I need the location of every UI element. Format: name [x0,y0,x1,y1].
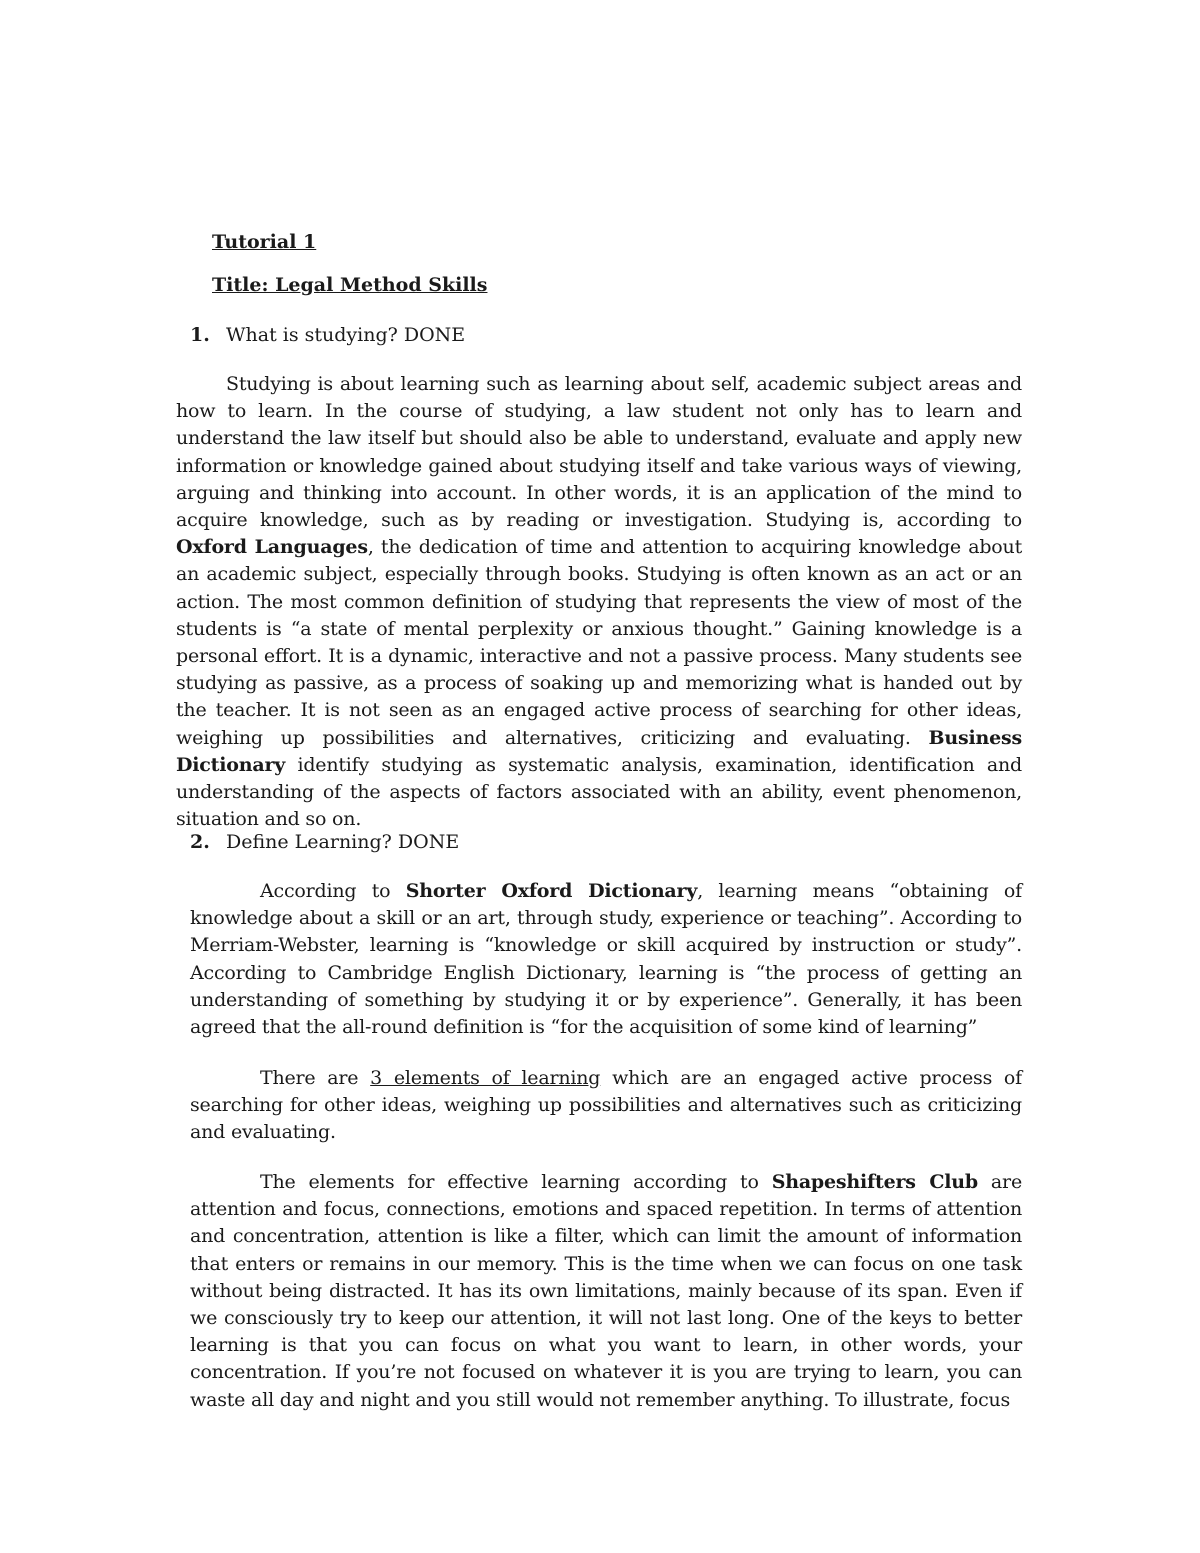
question-2-number: 2. [190,831,210,853]
p3-text-2: which are an engaged active process of searching for other ideas, weighing up possibilities and alternatives such as criticizing and evaluating. [190,1067,1022,1144]
p2-text-2: , learning means “obtaining of knowledge about a skill or an art, through study, experience or teaching”. According to Merriam-Webster, learning is “knowledge or skill acquired by instruction or study”. According to Cambridge English Dictionary, learning is “the process of getting an understanding of something by studying it or by experience”. Generally, it has been agreed that the all-round definition is “for the acquisition of some kind of learning” [190,880,1022,1039]
p1-text-1: Studying is about learning such as learning about self, academic subject areas and how to learn. In the course of studying, a law student not only has to learn and understand the law itself but should also be able to understand, evaluate and apply new information or knowledge gained about studying itself and take various ways of viewing, arguing and thinking into account. In other words, it is an application of the mind to acquire knowledge, such as by reading or investigation. Studying is, according to [176,373,1022,532]
tutorial-label: Tutorial 1 [212,231,317,253]
paragraph-elements-of-learning [190,1065,1022,1147]
p1-bold-business-dictionary: Business Dictionary [176,726,1022,776]
document-title: Title: Legal Method Skills [212,274,488,296]
paragraph-effective-learning [190,1169,1022,1414]
p1-bold-oxford-languages: Oxford Languages [176,536,368,559]
question-2 [190,830,459,854]
p4-bold-shapeshifters-club: Shapeshifters Club [771,1171,978,1193]
paragraph-studying [176,371,1022,833]
p4-text-2: are attention and focus, connections, emotions and spaced repetition. In terms of attention and concentration, attention is like a filter, which can limit the amount of information that enters or remains in our memory. This is the time when we can focus on one task without being distracted. It has its own limitations, mainly because of its span. Even if we consciously try to keep our attention, it will not last long. One of the keys to better learning is that you can focus on what you want to learn, in other words, your concentration. If you’re not focused on whatever it is you are trying to learn, you can waste all day and night and you still would not remember anything. To illustrate, focus [190,1171,1022,1411]
question-1-text: What is studying? DONE [226,324,466,346]
p2-bold-shorter-oxford: Shorter Oxford Dictionary [405,880,698,902]
paragraph-learning-definitions [190,878,1022,1041]
p3-text-1: There are [260,1067,371,1089]
p2-text-1: According to [260,880,406,902]
question-1-number: 1. [190,324,210,346]
question-2-text: Define Learning? DONE [226,831,460,853]
p1-text-3: identify studying as systematic analysis, examination, identification and understanding of the aspects of factors associated with an ability, event phenomenon, situation and so on. [176,753,1022,831]
p3-underline-3-elements: 3 elements of learning [370,1067,601,1089]
question-1 [190,323,465,347]
p1-text-2: , the dedication of time and attention to acquiring knowledge about an academic subject, especially through books. Studying is often known as an act or an action. The most common definition of studying that represents the view of most of the students is “a state of mental perplexity or anxious thought.” Gaining knowledge is a personal effort. It is a dynamic, interactive and not a passive process. Many students see studying as passive, as a process of soaking up and memorizing what is handed out by the teacher. It is not seen as an engaged active process of searching for other ideas, weighing up possibilities and alternatives, criticizing and evaluating. [176,536,1023,749]
p4-text-1: The elements for effective learning according to [260,1171,772,1193]
